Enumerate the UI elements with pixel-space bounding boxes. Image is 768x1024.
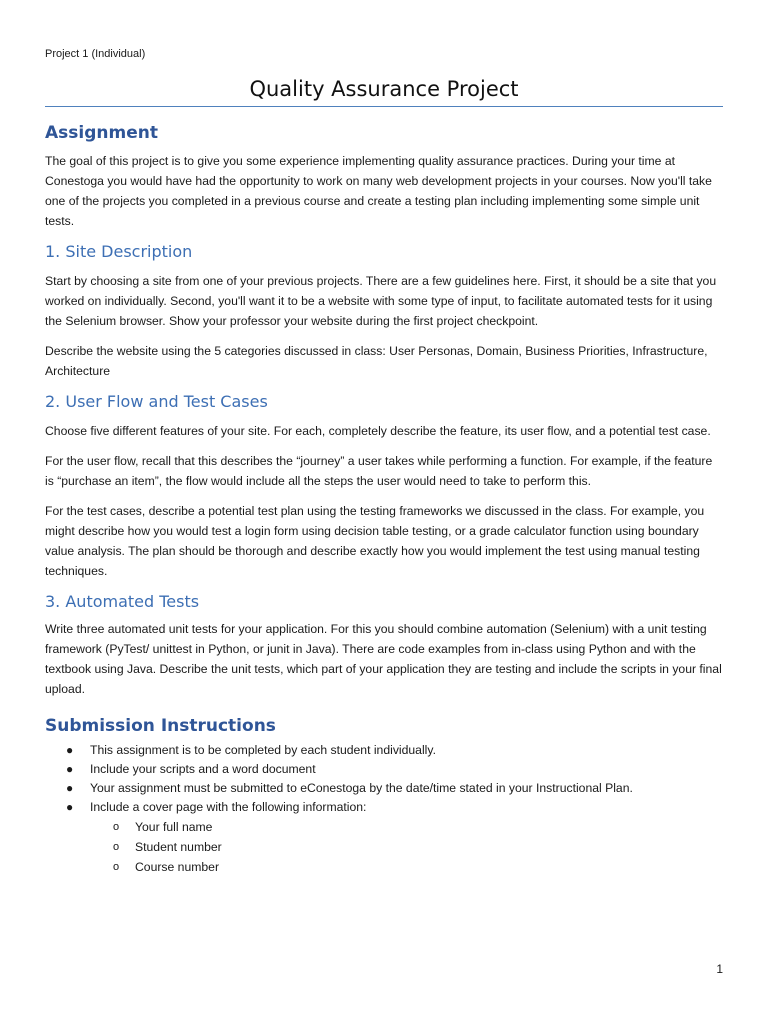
assignment-intro: The goal of this project is to give you some experience implementing quality assurance practices. During your time at Conestoga you would have had the opportunity to work on many web development projects in your courses. Now you'll take one of the projects you completed in a previous course and create a testing plan including implementing some simple unit tests. — [45, 154, 712, 228]
header-label: Project 1 (Individual) — [45, 48, 146, 60]
user-flow-para-2: For the user flow, recall that this describes the “journey” a user takes while performing a function. For example, if the feature is “purchase an item”, the flow would include all the steps the user would need to take to perform this. — [45, 454, 713, 488]
list-item — [45, 817, 723, 837]
sub-bullet-icon: o — [113, 821, 120, 833]
bullet-icon: ● — [66, 743, 74, 757]
list-item-text: Student number — [135, 840, 222, 854]
sub-bullet-icon: o — [113, 861, 120, 873]
list-item-text: Include your scripts and a word document — [90, 762, 316, 776]
automated-tests-heading: 3. Automated Tests — [45, 592, 200, 611]
page-number: 1 — [716, 962, 723, 976]
title-divider — [45, 106, 723, 107]
bullet-icon: ● — [66, 800, 74, 814]
automated-tests-para-1: Write three automated unit tests for your application. For this you should combine automation (Selenium) with a unit testing framework (PyTest/ unittest in Python, or junit in Java). There are code examples from in-class using Python and with the textbook using Java. Describe the unit tests, which part of your application they are testing and include the scripts in your final upload. — [45, 622, 722, 696]
site-description-heading: 1. Site Description — [45, 242, 193, 261]
list-item-text: Your full name — [135, 820, 213, 834]
bullet-icon: ● — [66, 762, 74, 776]
cover-page-list — [45, 817, 723, 877]
document-title: Quality Assurance Project — [249, 77, 519, 101]
list-item — [45, 857, 723, 877]
user-flow-para-3: For the test cases, describe a potential test plan using the testing frameworks we discussed in the class. For example, you might describe how you would test a login form using decision table testing, or a grade calculator function using boundary value analysis. The plan should be thorough and describe exactly how you would implement the test using manual testing techniques. — [45, 504, 705, 578]
list-item — [45, 760, 723, 779]
submission-heading: Submission Instructions — [45, 716, 276, 736]
list-item-text: Course number — [135, 860, 219, 874]
list-item — [45, 798, 723, 817]
list-item — [45, 837, 723, 857]
user-flow-para-1: Choose five different features of your site. For each, completely describe the feature, its user flow, and a potential test case. — [45, 424, 711, 438]
user-flow-heading: 2. User Flow and Test Cases — [45, 392, 268, 411]
site-description-para-1: Start by choosing a site from one of your previous projects. There are a few guidelines here. First, it should be a site that you worked on individually. Second, you'll want it to be a website with some type of input, to facilitate automated tests for it using the Selenium browser. Show your professor your website during the first project checkpoint. — [45, 274, 717, 328]
sub-bullet-icon: o — [113, 841, 120, 853]
list-item-text: Your assignment must be submitted to eConestoga by the date/time stated in your Instructional Plan. — [90, 781, 633, 795]
bullet-icon: ● — [66, 781, 74, 795]
site-description-para-2: Describe the website using the 5 categories discussed in class: User Personas, Domain, Business Priorities, Infrastructure, Architecture — [45, 344, 708, 378]
assignment-heading: Assignment — [45, 123, 158, 143]
list-item — [45, 741, 723, 760]
list-item-text: This assignment is to be completed by each student individually. — [90, 743, 436, 757]
list-item-text: Include a cover page with the following information: — [90, 800, 367, 814]
list-item — [45, 779, 723, 798]
document-body — [45, 120, 723, 877]
submission-list — [45, 741, 723, 817]
